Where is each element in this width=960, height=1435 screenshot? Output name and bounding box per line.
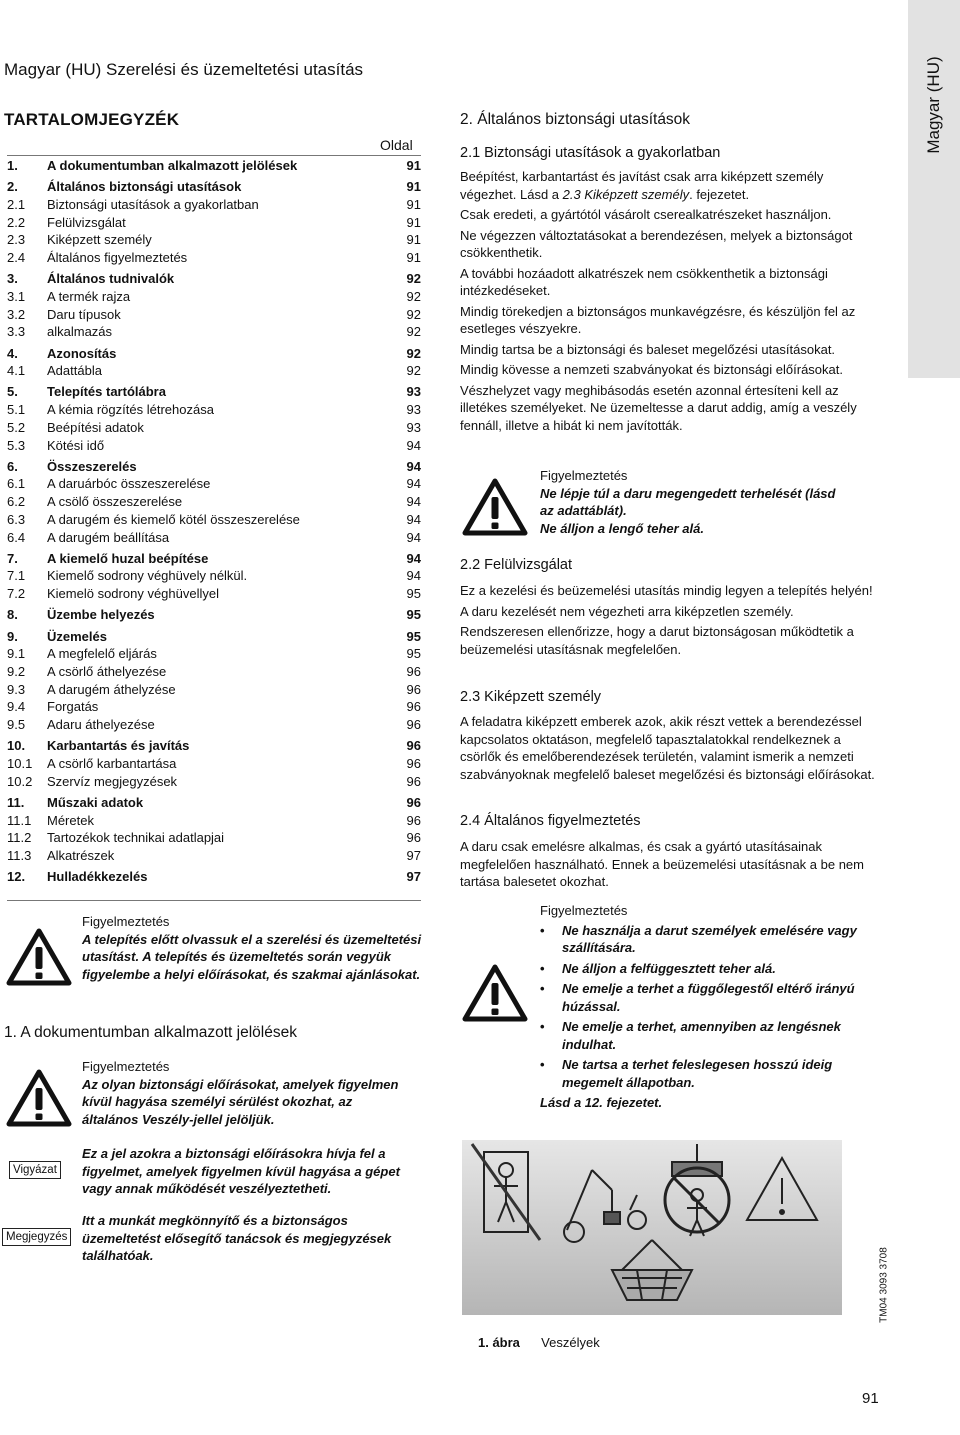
toc-entry[interactable] — [7, 476, 421, 494]
toc-entry-page: 95 — [406, 628, 421, 644]
toc-entry-page: 92 — [406, 363, 421, 379]
toc-entry[interactable] — [7, 646, 421, 664]
toc-entry[interactable] — [7, 494, 421, 512]
toc-entry-title: Kiemelö sodrony véghüvellyel — [47, 586, 219, 602]
toc-entry-page: 94 — [406, 476, 421, 492]
left-warning-block — [82, 913, 422, 983]
toc-entry-title: A darugém áthelyzése — [47, 681, 176, 697]
toc-entry-page: 96 — [406, 830, 421, 846]
toc-entry-title: Kiemelő sodrony véghüvely nélkül. — [47, 568, 248, 584]
toc-entry-title: Felülvizsgálat — [47, 214, 126, 230]
toc-entry-number: 1. — [7, 158, 18, 173]
toc-entry-number: 6. — [7, 458, 18, 474]
toc-entry-title: Általános tudnivalók — [47, 271, 175, 287]
s21-warning-line-2: Ne álljon a lengő teher alá. — [540, 520, 704, 536]
toc-entry-page: 96 — [406, 717, 421, 732]
s22-paragraph-2: A daru kezelését nem végezheti arra kiképzetlen személy. — [460, 603, 794, 619]
section-2-4-body: A daru csak emelésre alkalmas, és csak a gyártó utasításainak megfelelően használható. Ennek a beüzemelési utasításnak a be nem tartása balesetet okozhat. — [460, 839, 864, 889]
toc-title: TARTALOMJEGYZÉK — [4, 110, 180, 129]
toc-entry-page: 91 — [406, 250, 421, 265]
section-2-heading: 2. Általános biztonsági utasítások — [460, 111, 691, 128]
toc-entry-title: Daru típusok — [47, 306, 121, 322]
toc-entry-title: A darugém és kiemelő kötél összeszerelése — [47, 511, 300, 527]
s21-p1-link: 2.3 Kiképzett személy — [562, 186, 690, 202]
figure-caption-text: Veszélyek — [541, 1335, 600, 1350]
toc-entry-number: 10. — [7, 738, 26, 754]
s21-paragraph-6: Mindig tartsa be a biztonsági és baleset megelőzési utasításokat. — [460, 341, 836, 357]
toc-entry-title: Beépítési adatok — [47, 419, 144, 435]
toc-entry-title: A csörlő áthelyezése — [47, 663, 167, 679]
toc-entry-number: 11.2 — [7, 830, 32, 846]
note-text: Itt a munkát megkönnyítő és a biztonságos üzemeltetést elősegítő tanácsok és megjegyzések találhatóak. — [82, 1213, 392, 1263]
left-warning-text: A telepítés előtt olvassuk el a szerelési és üzemeltetési utasítást. A telepítés és üzemeltetés során vegyük figyelembe a helyi előírásokat, és szakmai ajánlásokat. — [82, 931, 422, 982]
toc-entry[interactable] — [7, 179, 421, 197]
toc-entry-number: 9.5 — [7, 717, 26, 732]
toc-entry-title: Azonosítás — [47, 345, 117, 361]
toc-entry-number: 10.1 — [7, 755, 33, 771]
toc-entry[interactable] — [7, 551, 421, 569]
figure-label: 1. ábra — [478, 1335, 520, 1350]
toc-entry[interactable] — [7, 363, 421, 381]
toc-entry-number: 5.2 — [7, 419, 26, 435]
toc-entry[interactable] — [7, 438, 421, 456]
toc-entry[interactable] — [7, 271, 421, 289]
toc-entry[interactable] — [7, 586, 421, 604]
note-label-box: Megjegyzés — [2, 1228, 71, 1246]
toc-entry[interactable] — [7, 324, 421, 342]
toc-entry-number: 2.4 — [7, 250, 26, 265]
toc-entry-page: 94 — [406, 458, 421, 474]
section-2-1-heading: 2.1 Biztonsági utasítások a gyakorlatban — [460, 145, 721, 161]
s24-warning-bullet: • Ne használja a darut személyek emelésére vagy szállítására. — [540, 922, 880, 957]
language-side-tab-label-wrap — [908, 0, 960, 200]
toc-entry[interactable] — [7, 869, 421, 887]
toc-entry[interactable] — [7, 756, 421, 774]
toc-entry[interactable] — [7, 629, 421, 647]
toc-entry-page: 96 — [406, 794, 421, 810]
toc-top-rule — [7, 155, 421, 156]
toc-entry-title: Adattábla — [47, 363, 102, 379]
toc-entry[interactable] — [7, 699, 421, 717]
toc-entry-number: 6.3 — [7, 511, 26, 527]
language-side-tab-label: Magyar (HU) — [924, 56, 943, 154]
warning-triangle-icon — [462, 964, 528, 1022]
toc-entry[interactable] — [7, 232, 421, 250]
toc-entry-title: Üzemelés — [47, 628, 107, 644]
figure-code-wrap — [876, 1240, 892, 1330]
toc-entry-title: Üzembe helyezés — [47, 607, 155, 623]
toc-entry[interactable] — [7, 568, 421, 586]
toc-entry-title: Telepítés tartólábra — [47, 384, 166, 400]
toc-entry-number: 9.3 — [7, 681, 26, 697]
toc-entry[interactable] — [7, 830, 421, 848]
s21-paragraph-1 — [460, 168, 880, 203]
toc-entry-number: 2.3 — [7, 232, 26, 248]
s21-paragraph-5: Mindig törekedjen a biztonságos munkavégzésre, és készüljön fel az esetleges vészyekre. — [460, 303, 856, 336]
toc-entry-title: A dokumentumban alkalmazott jelölések — [47, 158, 298, 173]
toc-entry-title: Műszaki adatok — [47, 794, 144, 810]
toc-entry[interactable] — [7, 346, 421, 364]
toc-entry[interactable] — [7, 289, 421, 307]
toc-entry-number: 11.1 — [7, 812, 32, 828]
toc-entry[interactable] — [7, 197, 421, 215]
s21-paragraph-4: A további hozáadott alkatrészek nem csökkenthetik a biztonsági intézkedéseket. — [460, 265, 828, 298]
toc-entry-title: A kémia rögzítés létrehozása — [47, 402, 214, 418]
toc-entry-number: 5.1 — [7, 402, 26, 418]
toc-entry-title: Szervíz megjegyzések — [47, 773, 178, 789]
toc-entry-page: 91 — [406, 232, 421, 248]
document-title — [4, 60, 363, 80]
toc-entry-title: Kötési idő — [47, 437, 105, 453]
toc-entry-page: 96 — [406, 738, 421, 754]
s24-warning-bullet: • Ne emelje a terhet, amennyiben az lengésnek indulhat. — [540, 1018, 880, 1053]
toc-entry-page: 93 — [406, 419, 421, 435]
toc-entry[interactable] — [7, 512, 421, 530]
toc-entry-title: alkalmazás — [47, 324, 113, 340]
toc-entry-number: 7.2 — [7, 586, 26, 602]
s24-warning-bullet: • Ne emelje a terhet a függőlegestől eltérő irányú húzással. — [540, 980, 880, 1015]
toc-entry[interactable] — [7, 158, 421, 176]
toc-entry-number: 10.2 — [7, 773, 33, 789]
toc-entry-number: 7. — [7, 550, 18, 566]
s24-see-chapter: Lásd a 12. fejezetet. — [540, 1095, 663, 1110]
toc-entry-number: 11.3 — [7, 847, 32, 863]
toc-entry-number: 6.2 — [7, 494, 26, 510]
toc-entry[interactable] — [7, 215, 421, 233]
section-2-2-heading: 2.2 Felülvizsgálat — [460, 557, 573, 573]
s21-p1-a: Beépítést, karbantartást és javítást csak arra kiképzett személy végezhet. Lásd a — [460, 169, 824, 202]
toc-entry-title: A csörlő karbantartása — [47, 755, 177, 771]
document-title-text: Magyar (HU) Szerelési és üzemeltetési utasítás — [4, 60, 364, 79]
s21-paragraph-3: Ne végezzen változtatásokat a berendezésen, melyek a biztonságot csökkenthetik. — [460, 227, 853, 260]
toc-entry-page: 97 — [406, 847, 421, 863]
toc-entry-title: Tartozékok technikai adatlapjai — [47, 830, 225, 846]
caution-text: Ez a jel azokra a biztonsági előírásokra hívja fel a figyelmet, amelyek figyelmen kívül hagyása a gépet vagy annak működését veszélyeztetheti. — [82, 1146, 400, 1196]
toc-entry-number: 2. — [7, 179, 18, 195]
toc-entry-title: A darugém beállítása — [47, 529, 170, 545]
toc-entry-page: 92 — [406, 345, 421, 361]
toc-entry-page: 93 — [406, 402, 421, 418]
toc-entry[interactable] — [7, 307, 421, 325]
section-1-warning-text: Az olyan biztonsági előírásokat, amelyek figyelmen kívül hagyása személyi sérülést okozhat, az általános Veszély-jellel jelöljük. — [82, 1076, 399, 1127]
toc-entry-title: A termék rajza — [47, 288, 131, 304]
toc-entry-number: 11. — [7, 794, 25, 810]
warning-triangle-icon — [462, 478, 528, 536]
toc-entry-number: 6.1 — [7, 476, 26, 492]
toc-entry-page: 91 — [406, 158, 421, 173]
toc-entry-number: 4. — [7, 345, 18, 361]
toc-entry-number: 8. — [7, 607, 18, 623]
toc-entry-page: 92 — [406, 288, 421, 304]
s24-warning-bullets — [540, 922, 880, 1092]
toc-entry-page: 96 — [406, 755, 421, 771]
warning-triangle-icon — [6, 1069, 72, 1127]
toc-entry-number: 9.4 — [7, 699, 26, 715]
toc-entry-title: Biztonsági utasítások a gyakorlatban — [47, 196, 259, 212]
s24-warning-bullet: • Ne tartsa a terhet feleslegesen hosszú ideig megemelt állapotban. — [540, 1056, 880, 1091]
toc-entry-title: Forgatás — [47, 699, 99, 715]
toc-entry[interactable] — [7, 682, 421, 700]
toc-entry-page: 94 — [406, 550, 421, 566]
toc-entry-title: A daruárbóc összeszerelése — [47, 476, 211, 492]
toc-entry-number: 9. — [7, 628, 18, 644]
s21-paragraph-7: Mindig kövesse a nemzeti szabványokat és biztonsági előírásokat. — [460, 362, 843, 377]
toc-entry-number: 3.1 — [7, 288, 26, 304]
toc-entry[interactable] — [7, 250, 421, 268]
toc-entry-number: 5.3 — [7, 437, 26, 453]
toc-entry-page: 92 — [406, 306, 421, 322]
toc-entry-page: 94 — [406, 494, 421, 510]
toc-entry-number: 9.2 — [7, 663, 26, 679]
toc-entry-page: 97 — [406, 869, 421, 885]
s21-warning-line-1: Ne lépje túl a daru megengedett terhelését (lásd az adattáblát). — [540, 485, 836, 518]
toc-entry-number: 4.1 — [7, 363, 26, 379]
toc-entry-page: 96 — [406, 773, 421, 789]
toc-entry-page: 96 — [406, 681, 421, 697]
toc-entry-title: Adaru áthelyezése — [47, 717, 155, 732]
s24-warning-bullet: • Ne álljon a felfüggesztett teher alá. — [540, 960, 880, 978]
toc-entry[interactable] — [7, 607, 421, 625]
toc-entry[interactable] — [7, 664, 421, 682]
section-2-4-heading: 2.4 Általános figyelmeztetés — [460, 813, 641, 829]
toc-entry-page: 94 — [406, 437, 421, 453]
toc-entry-title: Kiképzett személy — [47, 232, 152, 248]
toc-page-header: Oldal — [380, 137, 413, 153]
figure-code: TM04 3093 3708 — [878, 1247, 890, 1323]
caution-label-box: Vigyázat — [9, 1161, 61, 1179]
toc-entry[interactable] — [7, 420, 421, 438]
toc-entry[interactable] — [7, 813, 421, 831]
left-warning-title: Figyelmeztetés — [82, 914, 170, 929]
s22-paragraph-1: Ez a kezelési és beüzemelési utasítás mindig legyen a telepítés helyén! — [460, 583, 873, 598]
section-1-warning-title: Figyelmeztetés — [82, 1059, 170, 1074]
toc-entry-number: 7.1 — [7, 568, 26, 584]
toc-entry[interactable] — [7, 795, 421, 813]
toc-entry[interactable] — [7, 459, 421, 477]
figure-caption — [478, 1335, 600, 1350]
s21-warning-title: Figyelmeztetés — [540, 468, 628, 483]
section-1-heading: 1. A dokumentumban alkalmazott jelölések — [4, 1024, 297, 1041]
toc-entry[interactable] — [7, 848, 421, 866]
toc-entry-number: 3.3 — [7, 324, 26, 340]
warning-triangle-icon — [6, 928, 72, 986]
section-2-2-body — [460, 582, 880, 658]
toc-entry-title: Általános figyelmeztetés — [47, 250, 188, 265]
toc-entry-title: A kiemelő huzal beépítése — [47, 550, 209, 566]
toc-entry-page: 94 — [406, 568, 421, 584]
toc-entry-number: 3.2 — [7, 306, 26, 322]
s24-warning-title: Figyelmeztetés — [540, 903, 628, 918]
s21-paragraph-8: Vészhelyzet vagy meghibásodás esetén azonnal értesíteni kell az illetékes személyeket. Ne üzemeltesse a darut addig, amíg a veszély fennáll, illetve a hibát ki nem javították. — [460, 382, 857, 433]
section-2-3-body: A feladatra kiképzett emberek azok, akik részt vettek a berendezéssel kapcsolatos oktatáson, megfelelő tapasztalatokkal rendelkeznek a csörlők és emelőberendezések területén, valamint ismerik a nemzeti szabványoknak megfelelő baleset megelőzési és biztonsági előírásokat. — [460, 714, 875, 782]
toc-entry-page: 94 — [406, 529, 421, 545]
section-2-4-warning — [540, 902, 880, 1112]
toc-entry-number: 5. — [7, 384, 18, 400]
s21-p1-c: . fejezetet. — [689, 186, 750, 202]
toc-entry-page: 93 — [406, 384, 421, 400]
toc-entry[interactable] — [7, 384, 421, 402]
toc-entry-title: Karbantartás és javítás — [47, 738, 190, 754]
toc-bottom-rule — [7, 900, 421, 901]
toc-entry-page: 95 — [406, 586, 421, 602]
toc-entry-page: 91 — [406, 214, 421, 230]
toc-entry-page: 92 — [406, 271, 421, 287]
toc-entry-page: 91 — [406, 179, 421, 195]
section-1-warning — [82, 1058, 412, 1128]
toc-entry[interactable] — [7, 774, 421, 792]
toc-entry-number: 6.4 — [7, 529, 26, 545]
toc-entry-page: 96 — [406, 812, 421, 828]
toc-entry-page: 92 — [406, 324, 421, 340]
toc-entry-page: 96 — [406, 663, 421, 679]
s21-paragraph-2: Csak eredeti, a gyártótól vásárolt cserealkatrészeket használjon. — [460, 207, 832, 222]
toc-entry-number: 3. — [7, 271, 18, 287]
page-number: 91 — [862, 1390, 879, 1407]
section-2-3-heading: 2.3 Kiképzett személy — [460, 689, 602, 705]
section-2-1-body — [460, 168, 880, 434]
toc-entry-title: Méretek — [47, 812, 94, 828]
toc-entry-title: Összeszerelés — [47, 458, 137, 474]
toc-entry-page: 91 — [406, 196, 421, 212]
toc-entry[interactable] — [7, 530, 421, 548]
toc-entry-page: 95 — [406, 646, 421, 662]
toc-entry-title: Alkatrészek — [47, 847, 115, 863]
hazard-pictogram-figure — [462, 1140, 842, 1315]
toc-entry-title: Általános biztonsági utasítások — [47, 179, 242, 195]
toc-entry-number: 2.2 — [7, 214, 26, 230]
toc-entry-number: 12. — [7, 869, 26, 885]
toc-entry-number: 9.1 — [7, 646, 26, 662]
toc-entry-page: 96 — [406, 699, 421, 715]
toc-entry-title: A csölő összeszerelése — [47, 494, 183, 510]
toc-entry[interactable] — [7, 738, 421, 756]
toc-entry[interactable] — [7, 717, 421, 735]
toc-entry-number: 2.1 — [7, 196, 26, 212]
s22-paragraph-3: Rendszeresen ellenőrizze, hogy a darut biztonságosan működtetik a beüzemelési utasításnak megfelelően. — [460, 624, 854, 657]
section-2-1-warning — [540, 467, 840, 537]
toc-entry-title: Hulladékkezelés — [47, 869, 148, 885]
toc-entry[interactable] — [7, 402, 421, 420]
toc-entry-page: 95 — [406, 607, 421, 623]
toc-entry-title: A megfelelő eljárás — [47, 646, 157, 662]
toc-entry-page: 94 — [406, 511, 421, 527]
